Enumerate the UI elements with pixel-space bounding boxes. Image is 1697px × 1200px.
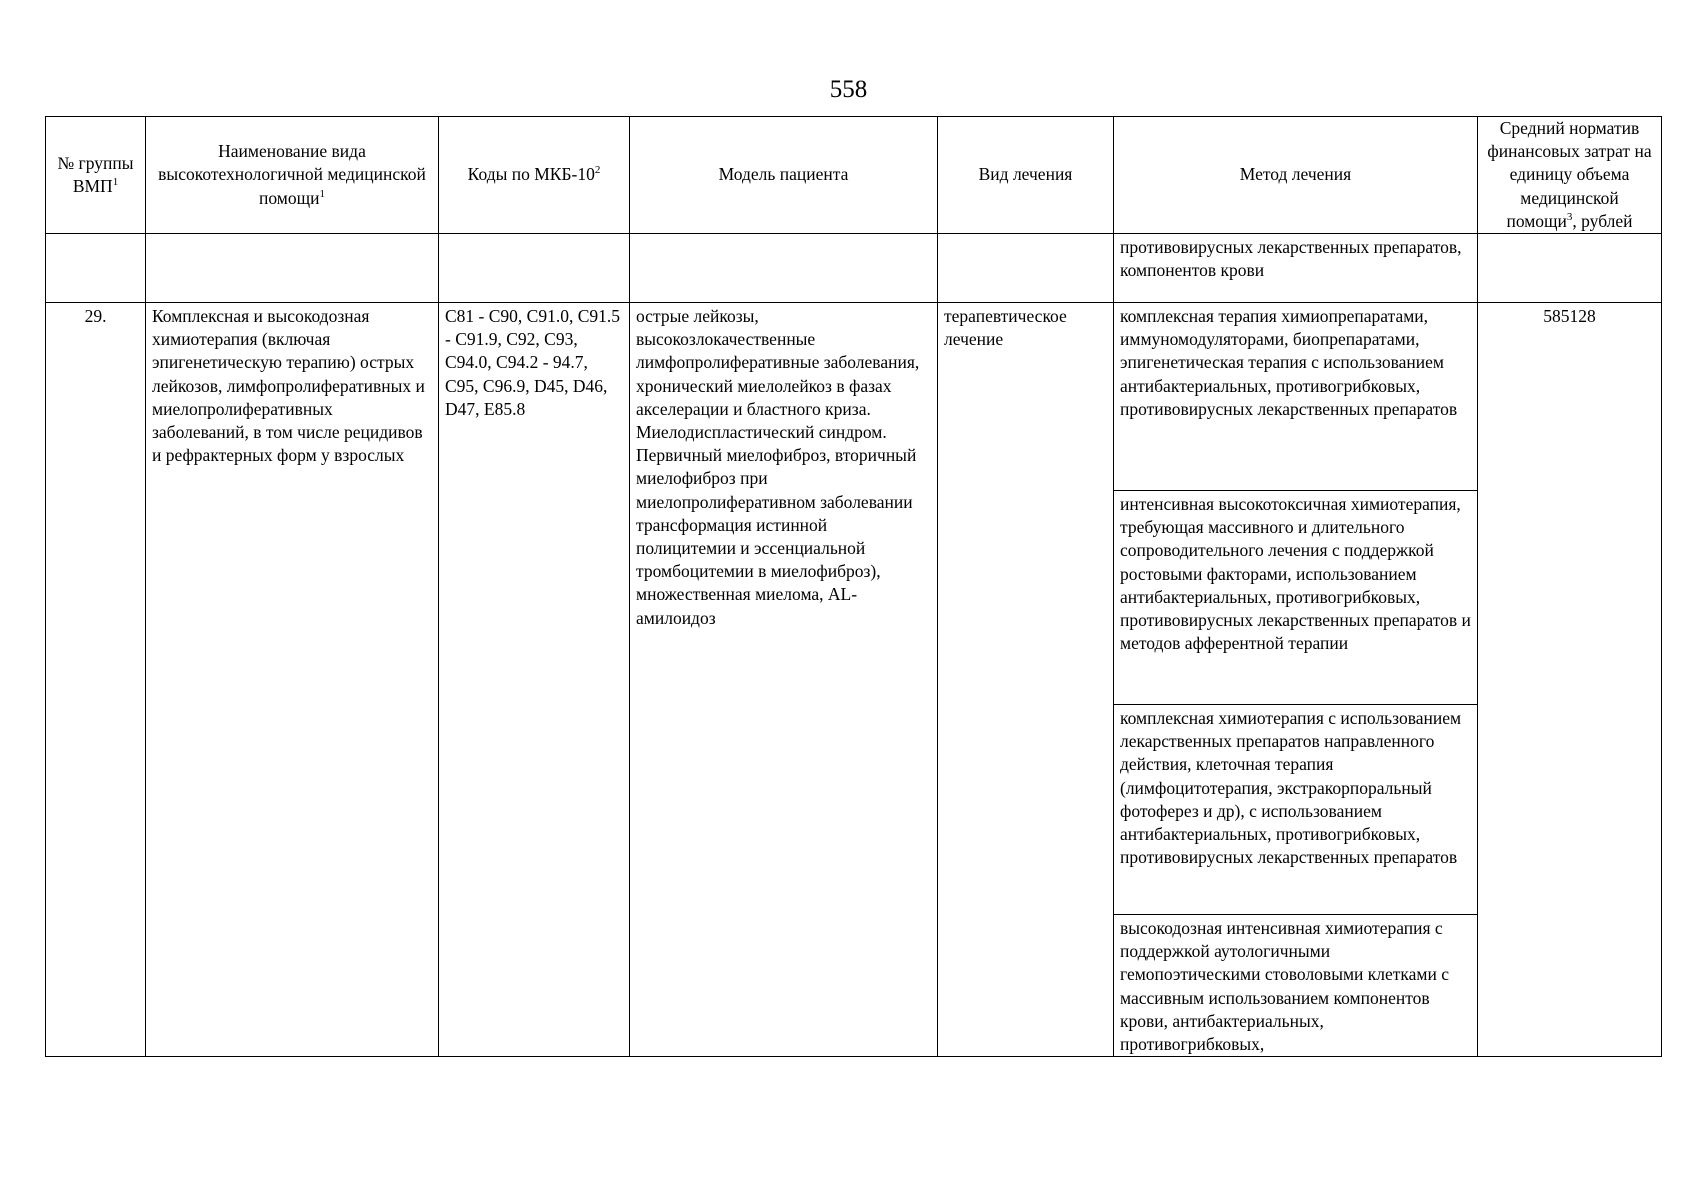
cont-treatment-cell xyxy=(938,234,1114,303)
care-type-name-cell: Комплексная и высокодозная химиотерапия (включая эпигенетическую терапию) острых лейкозов, лимфопролиферативных и миелопролиферативных заболеваний, в том числе рецидивов и рефрактерных форм у взрослых xyxy=(146,303,439,1057)
continuation-row xyxy=(46,234,1662,303)
col-header-codes: Коды по МКБ-$10^2$ xyxy=(439,117,630,234)
treatment-method-cell: комплексная химиотерапия с использованием лекарственных препаратов направленного действия, клеточная терапия (лимфоцитотерапия, экстракорпоральный фотоферез и др), с использованием антибактериальных, противогрибковых, противовирусных лекарственных препаратов xyxy=(1114,705,1478,915)
group-number-cell: 29. xyxy=(46,303,146,1057)
col-header-treatment-type: Вид лечения xyxy=(938,117,1114,234)
cont-group-cell xyxy=(46,234,146,303)
treatment-type-cell: терапевтическое лечение xyxy=(938,303,1114,1057)
cont-name-cell xyxy=(146,234,439,303)
treatment-method-cell: интенсивная высокотоксичная химиотерапия, требующая массивного и длительного сопроводительного лечения с поддержкой ростовыми факторами, использованием антибактериальных, противогрибковых, противовирусных лекарственных препаратов и методов афферентной терапии xyxy=(1114,491,1478,705)
vmp-table xyxy=(45,116,1662,1057)
icd-codes-cell: C81 - C90, C91.0, C91.5 - C91.9, C92, C93, C94.0, C94.2 - 94.7, C95, C96.9, D45, D46, D47, E85.8 xyxy=(439,303,630,1057)
treatment-method-cell: высокодозная интенсивная химиотерапия с поддержкой аутологичными гемопоэтическими стоволовыми клетками с массивным использованием компонентов крови, антибактериальных, противогрибковых, xyxy=(1114,915,1478,1057)
cont-codes-cell xyxy=(439,234,630,303)
col-header-model: Модель пациента xyxy=(630,117,938,234)
cont-model-cell xyxy=(630,234,938,303)
col-header-cost: Средний норматив финансовых затрат на единицу объема медицинской помощи$^3$, рублей xyxy=(1478,117,1662,234)
page-number: 558 xyxy=(829,76,868,103)
treatment-method-cell: комплексная терапия химиопрепаратами, иммуномодуляторами, биопрепаратами, эпигенетическая терапия с использованием антибактериальных, противогрибковых, противовирусных лекарственных препаратов xyxy=(1114,303,1478,491)
cost-standard-cell: 585128 xyxy=(1478,303,1662,1057)
col-header-name: Наименование вида высокотехнологичной медицинской помощи$^1$ xyxy=(146,117,439,234)
table-row xyxy=(46,303,1662,491)
patient-model-cell: острые лейкозы, высокозлокачественные лимфопролиферативные заболевания, хронический миелолейкоз в фазах акселерации и бластного криза. Миелодиспластический синдром. Первичный миелофиброз, вторичный миелофиброз при миелопролиферативном заболевании трансформация истинной полицитемии и эссенциальной тромбоцитемии в миелофиброз), множественная миелома, AL-амилоидоз xyxy=(630,303,938,1057)
col-header-method: Метод лечения xyxy=(1114,117,1478,234)
cont-cost-cell xyxy=(1478,234,1662,303)
cont-method-cell: противовирусных лекарственных препаратов, компонентов крови xyxy=(1114,234,1478,303)
table-header-row xyxy=(46,117,1662,234)
col-header-group: № группы ВМП$^1$ xyxy=(46,117,146,234)
